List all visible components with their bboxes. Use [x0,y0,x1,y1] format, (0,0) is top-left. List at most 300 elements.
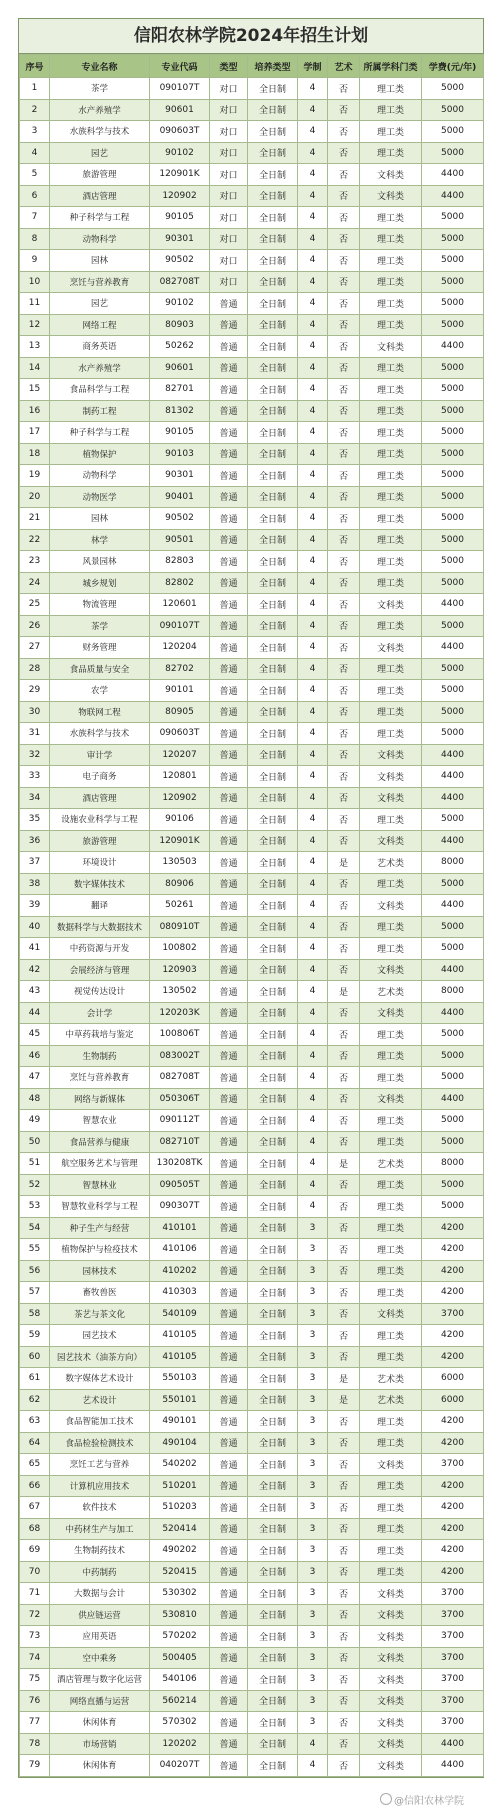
admission-table [19,54,484,1777]
cell-discipline: 理工类 [360,400,422,422]
table-row [20,723,484,745]
cell-code: 410101 [150,1217,210,1239]
cell-years: 4 [298,1024,328,1046]
cell-tuition: 4200 [422,1432,484,1454]
cell-index: 58 [20,1303,50,1325]
cell-mode: 全日制 [248,594,298,616]
cell-art: 否 [328,1346,360,1368]
table-row [20,551,484,573]
cell-index: 24 [20,572,50,594]
cell-years: 4 [298,1733,328,1755]
cell-index: 55 [20,1239,50,1261]
table-row [20,1260,484,1282]
cell-discipline: 文科类 [360,1088,422,1110]
cell-art: 否 [328,615,360,637]
cell-art: 否 [328,1540,360,1562]
cell-index: 33 [20,766,50,788]
cell-mode: 全日制 [248,142,298,164]
cell-mode: 全日制 [248,1712,298,1734]
cell-years: 4 [298,293,328,315]
cell-tuition: 5000 [422,529,484,551]
cell-discipline: 理工类 [360,1110,422,1132]
cell-code: 090505T [150,1174,210,1196]
cell-major: 园艺技术 [50,1325,150,1347]
table-row [20,465,484,487]
cell-category: 普通 [210,1002,248,1024]
cell-tuition: 5000 [422,1024,484,1046]
cell-index: 18 [20,443,50,465]
cell-index: 11 [20,293,50,315]
cell-category: 普通 [210,615,248,637]
cell-category: 对口 [210,78,248,100]
table-row [20,1389,484,1411]
cell-code: 530302 [150,1583,210,1605]
cell-years: 4 [298,938,328,960]
cell-tuition: 5000 [422,99,484,121]
cell-mode: 全日制 [248,1497,298,1519]
table-row [20,637,484,659]
cell-index: 76 [20,1690,50,1712]
cell-category: 普通 [210,895,248,917]
cell-index: 29 [20,680,50,702]
cell-index: 61 [20,1368,50,1390]
cell-tuition: 8000 [422,1153,484,1175]
cell-art: 否 [328,1647,360,1669]
cell-major: 种子科学与工程 [50,422,150,444]
cell-tuition: 5000 [422,228,484,250]
cell-code: 530810 [150,1604,210,1626]
cell-index: 40 [20,916,50,938]
table-row [20,357,484,379]
watermark-text: @信阳农林学院 [394,1796,464,1807]
cell-code: 090307T [150,1196,210,1218]
cell-category: 普通 [210,314,248,336]
table-row [20,1303,484,1325]
cell-code: 083002T [150,1045,210,1067]
cell-art: 否 [328,529,360,551]
cell-tuition: 5000 [422,400,484,422]
cell-years: 4 [298,400,328,422]
cell-major: 旅游管理 [50,164,150,186]
cell-tuition: 5000 [422,314,484,336]
cell-mode: 全日制 [248,314,298,336]
cell-discipline: 文科类 [360,1669,422,1691]
cell-years: 4 [298,228,328,250]
cell-mode: 全日制 [248,1583,298,1605]
cell-major: 审计学 [50,744,150,766]
cell-years: 4 [298,852,328,874]
cell-tuition: 5000 [422,271,484,293]
cell-art: 否 [328,443,360,465]
cell-code: 410105 [150,1325,210,1347]
table-row [20,228,484,250]
cell-years: 4 [298,615,328,637]
cell-mode: 全日制 [248,1045,298,1067]
cell-discipline: 理工类 [360,443,422,465]
cell-code: 90101 [150,680,210,702]
cell-tuition: 5000 [422,1110,484,1132]
cell-mode: 全日制 [248,766,298,788]
cell-years: 4 [298,830,328,852]
cell-discipline: 理工类 [360,1475,422,1497]
table-row [20,1174,484,1196]
cell-art: 否 [328,1282,360,1304]
cell-major: 酒店管理与数字化运营 [50,1669,150,1691]
cell-code: 082708T [150,271,210,293]
column-header: 培养类型 [248,55,298,78]
cell-tuition: 4400 [422,830,484,852]
cell-code: 90601 [150,357,210,379]
cell-code: 082710T [150,1131,210,1153]
cell-index: 10 [20,271,50,293]
cell-art: 否 [328,422,360,444]
cell-major: 市场营销 [50,1733,150,1755]
cell-code: 120207 [150,744,210,766]
cell-art: 否 [328,1690,360,1712]
cell-mode: 全日制 [248,1282,298,1304]
cell-mode: 全日制 [248,615,298,637]
cell-major: 水族科学与技术 [50,121,150,143]
table-row [20,1755,484,1777]
cell-category: 普通 [210,465,248,487]
cell-index: 72 [20,1604,50,1626]
table-row [20,1002,484,1024]
cell-tuition: 5000 [422,680,484,702]
cell-index: 20 [20,486,50,508]
cell-tuition: 5000 [422,78,484,100]
cell-mode: 全日制 [248,572,298,594]
cell-index: 17 [20,422,50,444]
table-row [20,1626,484,1648]
cell-category: 普通 [210,1346,248,1368]
cell-art: 否 [328,465,360,487]
cell-mode: 全日制 [248,895,298,917]
cell-code: 090107T [150,78,210,100]
cell-art: 否 [328,680,360,702]
cell-years: 3 [298,1497,328,1519]
table-row [20,1346,484,1368]
table-row [20,916,484,938]
cell-tuition: 4400 [422,1088,484,1110]
cell-mode: 全日制 [248,1669,298,1691]
cell-category: 对口 [210,164,248,186]
cell-category: 普通 [210,1389,248,1411]
cell-index: 37 [20,852,50,874]
cell-mode: 全日制 [248,422,298,444]
cell-years: 4 [298,701,328,723]
cell-code: 90102 [150,293,210,315]
cell-art: 否 [328,1067,360,1089]
cell-art: 否 [328,1239,360,1261]
cell-code: 90301 [150,465,210,487]
cell-code: 410105 [150,1346,210,1368]
table-row [20,938,484,960]
cell-major: 水产养殖学 [50,357,150,379]
cell-years: 4 [298,637,328,659]
cell-index: 38 [20,873,50,895]
cell-category: 普通 [210,1432,248,1454]
cell-discipline: 理工类 [360,615,422,637]
cell-tuition: 5000 [422,142,484,164]
cell-tuition: 3700 [422,1669,484,1691]
table-row [20,1475,484,1497]
cell-years: 3 [298,1690,328,1712]
cell-discipline: 理工类 [360,1024,422,1046]
cell-discipline: 理工类 [360,1497,422,1519]
cell-index: 67 [20,1497,50,1519]
cell-tuition: 4400 [422,744,484,766]
cell-discipline: 理工类 [360,701,422,723]
cell-code: 100806T [150,1024,210,1046]
cell-art: 否 [328,379,360,401]
cell-index: 49 [20,1110,50,1132]
table-row [20,1239,484,1261]
cell-tuition: 4200 [422,1561,484,1583]
cell-code: 570202 [150,1626,210,1648]
cell-tuition: 4200 [422,1217,484,1239]
cell-mode: 全日制 [248,1260,298,1282]
cell-tuition: 5000 [422,1174,484,1196]
cell-discipline: 理工类 [360,916,422,938]
cell-index: 68 [20,1518,50,1540]
cell-index: 21 [20,508,50,530]
cell-discipline: 文科类 [360,1690,422,1712]
cell-mode: 全日制 [248,1389,298,1411]
cell-mode: 全日制 [248,1067,298,1089]
cell-tuition: 5000 [422,551,484,573]
cell-art: 否 [328,1475,360,1497]
cell-index: 8 [20,228,50,250]
cell-art: 是 [328,852,360,874]
cell-code: 90105 [150,207,210,229]
table-row [20,1669,484,1691]
cell-mode: 全日制 [248,250,298,272]
cell-tuition: 5000 [422,422,484,444]
cell-code: 80906 [150,873,210,895]
cell-mode: 全日制 [248,1432,298,1454]
cell-discipline: 艺术类 [360,981,422,1003]
table-row [20,271,484,293]
cell-discipline: 理工类 [360,1346,422,1368]
cell-category: 对口 [210,142,248,164]
cell-category: 普通 [210,1733,248,1755]
cell-index: 75 [20,1669,50,1691]
cell-art: 否 [328,486,360,508]
cell-art: 否 [328,723,360,745]
cell-mode: 全日制 [248,1690,298,1712]
cell-tuition: 3700 [422,1690,484,1712]
cell-art: 否 [328,1518,360,1540]
cell-mode: 全日制 [248,99,298,121]
cell-index: 47 [20,1067,50,1089]
cell-major: 会展经济与管理 [50,959,150,981]
cell-major: 财务管理 [50,637,150,659]
column-header: 所属学科门类 [360,55,422,78]
cell-art: 否 [328,293,360,315]
cell-category: 普通 [210,572,248,594]
cell-years: 4 [298,594,328,616]
cell-years: 4 [298,572,328,594]
cell-category: 普通 [210,830,248,852]
weibo-icon [380,1793,392,1805]
cell-years: 4 [298,271,328,293]
cell-mode: 全日制 [248,1239,298,1261]
cell-category: 普通 [210,594,248,616]
column-header: 艺术 [328,55,360,78]
cell-tuition: 5000 [422,207,484,229]
cell-category: 对口 [210,185,248,207]
cell-years: 3 [298,1368,328,1390]
cell-category: 普通 [210,1604,248,1626]
cell-years: 4 [298,658,328,680]
cell-major: 物联网工程 [50,701,150,723]
cell-mode: 全日制 [248,465,298,487]
cell-art: 否 [328,551,360,573]
cell-art: 否 [328,1217,360,1239]
cell-major: 数字媒体艺术设计 [50,1368,150,1390]
cell-index: 7 [20,207,50,229]
cell-mode: 全日制 [248,723,298,745]
cell-major: 商务英语 [50,336,150,358]
cell-mode: 全日制 [248,508,298,530]
cell-years: 4 [298,1002,328,1024]
cell-art: 否 [328,938,360,960]
cell-years: 4 [298,959,328,981]
cell-art: 否 [328,1454,360,1476]
cell-years: 3 [298,1239,328,1261]
cell-mode: 全日制 [248,1346,298,1368]
cell-discipline: 理工类 [360,228,422,250]
cell-category: 普通 [210,1174,248,1196]
cell-discipline: 理工类 [360,293,422,315]
cell-major: 种子科学与工程 [50,207,150,229]
cell-discipline: 艺术类 [360,1368,422,1390]
cell-discipline: 理工类 [360,1561,422,1583]
cell-category: 普通 [210,1454,248,1476]
column-header: 类型 [210,55,248,78]
cell-code: 120801 [150,766,210,788]
table-row [20,809,484,831]
table-row [20,1282,484,1304]
cell-major: 烹饪工艺与营养 [50,1454,150,1476]
cell-index: 14 [20,357,50,379]
cell-tuition: 5000 [422,357,484,379]
cell-major: 网络工程 [50,314,150,336]
cell-art: 否 [328,1733,360,1755]
cell-category: 普通 [210,723,248,745]
cell-years: 3 [298,1325,328,1347]
cell-tuition: 5000 [422,250,484,272]
cell-major: 植物保护 [50,443,150,465]
cell-major: 城乡规划 [50,572,150,594]
cell-years: 4 [298,164,328,186]
cell-tuition: 5000 [422,873,484,895]
cell-discipline: 文科类 [360,164,422,186]
cell-years: 3 [298,1389,328,1411]
table-row [20,529,484,551]
cell-major: 中药资源与开发 [50,938,150,960]
cell-mode: 全日制 [248,916,298,938]
cell-tuition: 4400 [422,336,484,358]
cell-tuition: 4400 [422,164,484,186]
table-row [20,1733,484,1755]
cell-index: 5 [20,164,50,186]
cell-discipline: 理工类 [360,465,422,487]
cell-discipline: 理工类 [360,1282,422,1304]
cell-major: 应用英语 [50,1626,150,1648]
cell-tuition: 5000 [422,121,484,143]
cell-art: 否 [328,164,360,186]
cell-tuition: 8000 [422,981,484,1003]
cell-mode: 全日制 [248,529,298,551]
table-row [20,1217,484,1239]
cell-tuition: 5000 [422,508,484,530]
cell-tuition: 4400 [422,787,484,809]
cell-index: 41 [20,938,50,960]
cell-major: 园艺 [50,142,150,164]
cell-category: 普通 [210,1583,248,1605]
cell-tuition: 3700 [422,1712,484,1734]
cell-major: 环境设计 [50,852,150,874]
cell-major: 酒店管理 [50,185,150,207]
cell-years: 3 [298,1583,328,1605]
cell-art: 否 [328,572,360,594]
cell-years: 3 [298,1432,328,1454]
cell-category: 普通 [210,637,248,659]
cell-mode: 全日制 [248,1088,298,1110]
cell-major: 烹饪与营养教育 [50,271,150,293]
table-row [20,1518,484,1540]
cell-category: 普通 [210,1690,248,1712]
cell-tuition: 5000 [422,658,484,680]
cell-tuition: 3700 [422,1583,484,1605]
cell-years: 4 [298,916,328,938]
cell-category: 普通 [210,1712,248,1734]
cell-code: 090603T [150,121,210,143]
cell-code: 90102 [150,142,210,164]
cell-code: 80903 [150,314,210,336]
cell-index: 1 [20,78,50,100]
cell-major: 智慧林业 [50,1174,150,1196]
cell-years: 4 [298,443,328,465]
page-title: 信阳农林学院2024年招生计划 [19,19,483,54]
cell-code: 50261 [150,895,210,917]
cell-major: 动物科学 [50,228,150,250]
cell-major: 旅游管理 [50,830,150,852]
cell-discipline: 理工类 [360,1518,422,1540]
cell-major: 制药工程 [50,400,150,422]
cell-major: 食品检验检测技术 [50,1432,150,1454]
cell-discipline: 理工类 [360,142,422,164]
cell-index: 66 [20,1475,50,1497]
table-row [20,766,484,788]
cell-category: 普通 [210,1260,248,1282]
cell-code: 082708T [150,1067,210,1089]
cell-category: 普通 [210,1669,248,1691]
cell-tuition: 4400 [422,959,484,981]
cell-years: 3 [298,1647,328,1669]
admission-plan-sheet [18,18,484,1778]
cell-index: 43 [20,981,50,1003]
cell-years: 3 [298,1303,328,1325]
cell-art: 否 [328,185,360,207]
cell-art: 是 [328,981,360,1003]
cell-tuition: 4400 [422,185,484,207]
cell-code: 520415 [150,1561,210,1583]
cell-index: 52 [20,1174,50,1196]
cell-code: 120902 [150,185,210,207]
cell-art: 否 [328,1604,360,1626]
